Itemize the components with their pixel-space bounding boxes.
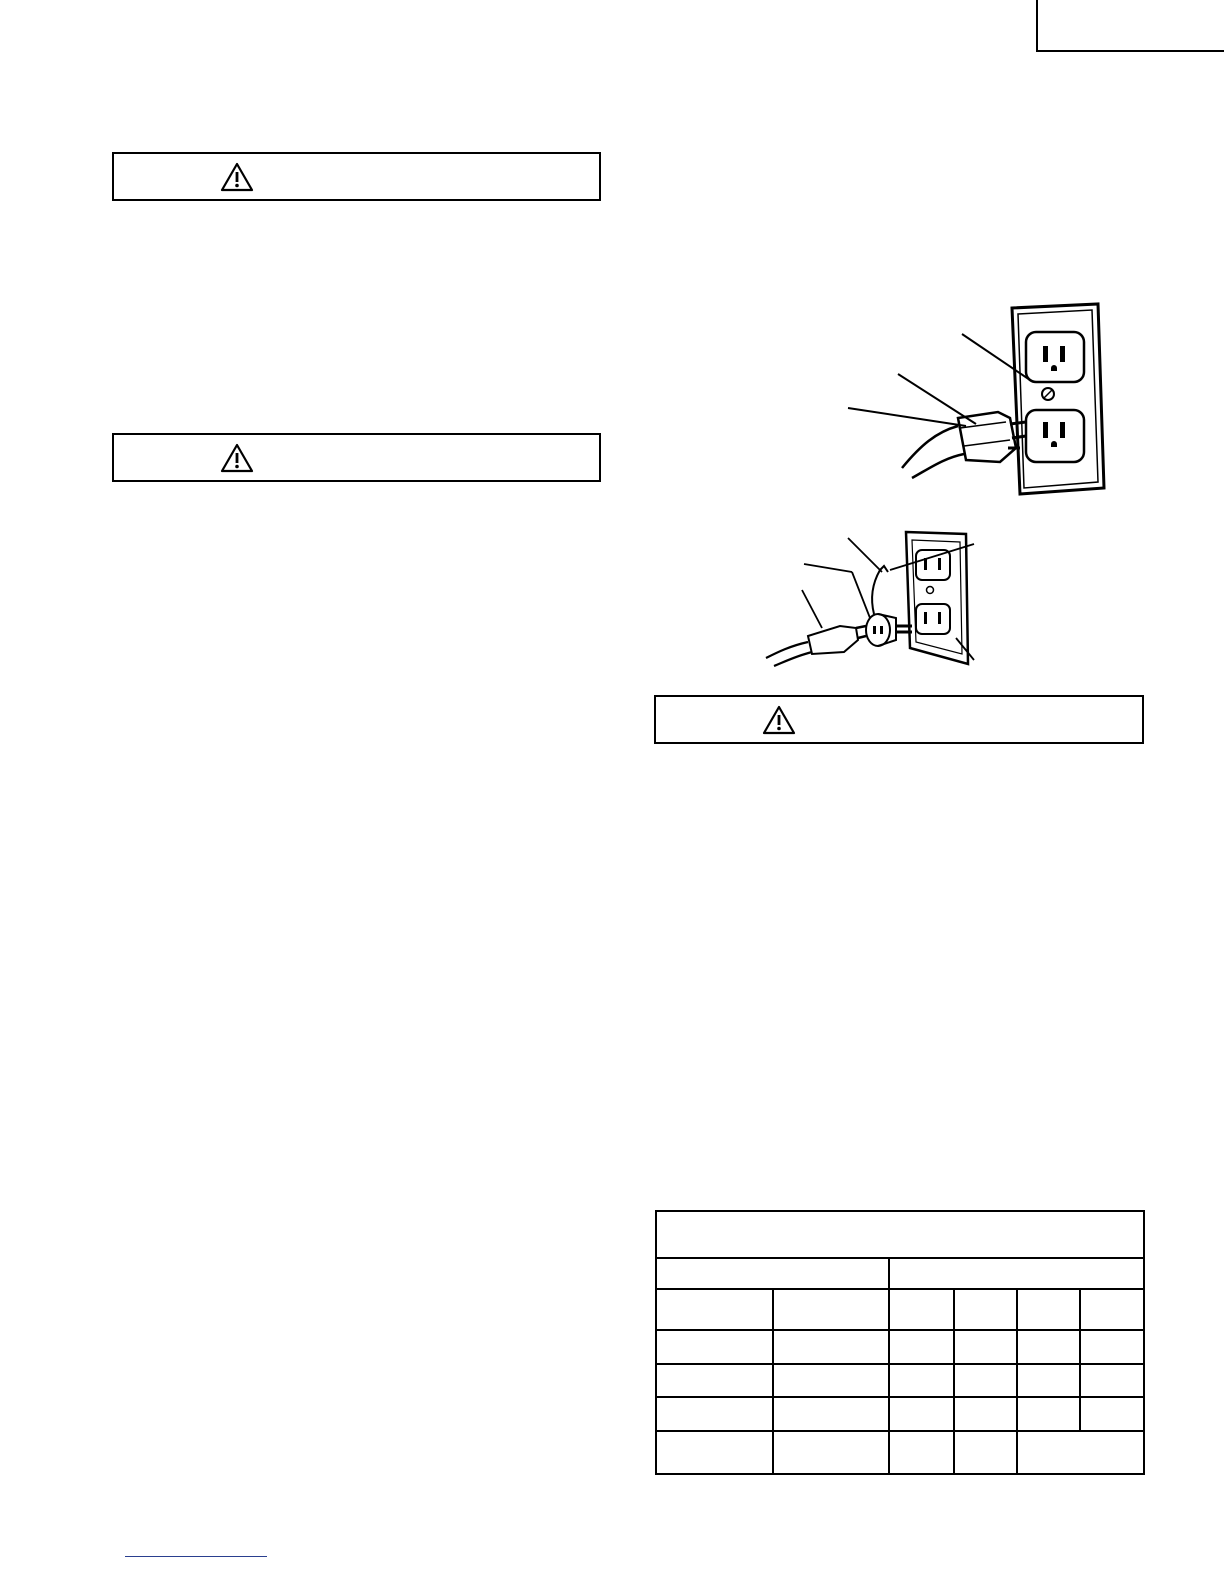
table-cell <box>1080 1397 1144 1431</box>
table-cell <box>773 1397 889 1431</box>
adapter-plug-illustration <box>760 528 990 668</box>
table-cell <box>954 1364 1017 1397</box>
table-cell <box>889 1330 954 1364</box>
table-cell <box>773 1431 889 1474</box>
table-title-row <box>656 1211 1144 1258</box>
table-column-header <box>1080 1289 1144 1330</box>
table-column-header <box>656 1289 773 1330</box>
language-tab <box>1036 0 1224 52</box>
table-row <box>656 1330 1144 1364</box>
table-cell <box>773 1330 889 1364</box>
table-column-header <box>954 1289 1017 1330</box>
table-cell <box>656 1397 773 1431</box>
figure-adapter-plug <box>760 528 990 668</box>
table-cell <box>889 1364 954 1397</box>
table-row <box>656 1431 1144 1474</box>
table-title <box>656 1211 1144 1258</box>
warning-box-2 <box>112 433 601 482</box>
table-row <box>656 1397 1144 1431</box>
grounded-plug-illustration <box>840 298 1110 498</box>
table-cell <box>773 1364 889 1397</box>
table-group-header <box>656 1258 889 1289</box>
table-cell <box>656 1330 773 1364</box>
table-cell <box>954 1397 1017 1431</box>
footnote-rule <box>125 1556 267 1557</box>
warning-box-1 <box>112 152 601 201</box>
table-column-header <box>1017 1289 1080 1330</box>
warning-triangle-icon <box>762 705 796 735</box>
table-cell <box>889 1431 954 1474</box>
table-cell <box>1017 1397 1080 1431</box>
table-cell <box>889 1397 954 1431</box>
table-cell <box>656 1364 773 1397</box>
warning-box-3 <box>654 695 1144 744</box>
figure-grounded-plug <box>840 298 1110 498</box>
table-group-header-row <box>656 1258 1144 1289</box>
table-column-header-row <box>656 1289 1144 1330</box>
table-row <box>656 1364 1144 1397</box>
table-cell <box>954 1431 1017 1474</box>
table-column-header <box>889 1289 954 1330</box>
table-cell <box>1080 1330 1144 1364</box>
table-cell <box>1017 1364 1080 1397</box>
warning-triangle-icon <box>220 443 254 473</box>
table-cell <box>1017 1431 1144 1474</box>
extension-cord-table <box>655 1210 1145 1475</box>
table-cell <box>1080 1364 1144 1397</box>
table-column-header <box>773 1289 889 1330</box>
table-cell <box>954 1330 1017 1364</box>
warning-triangle-icon <box>220 162 254 192</box>
table-group-header <box>889 1258 1144 1289</box>
table-cell <box>656 1431 773 1474</box>
table-cell <box>1017 1330 1080 1364</box>
